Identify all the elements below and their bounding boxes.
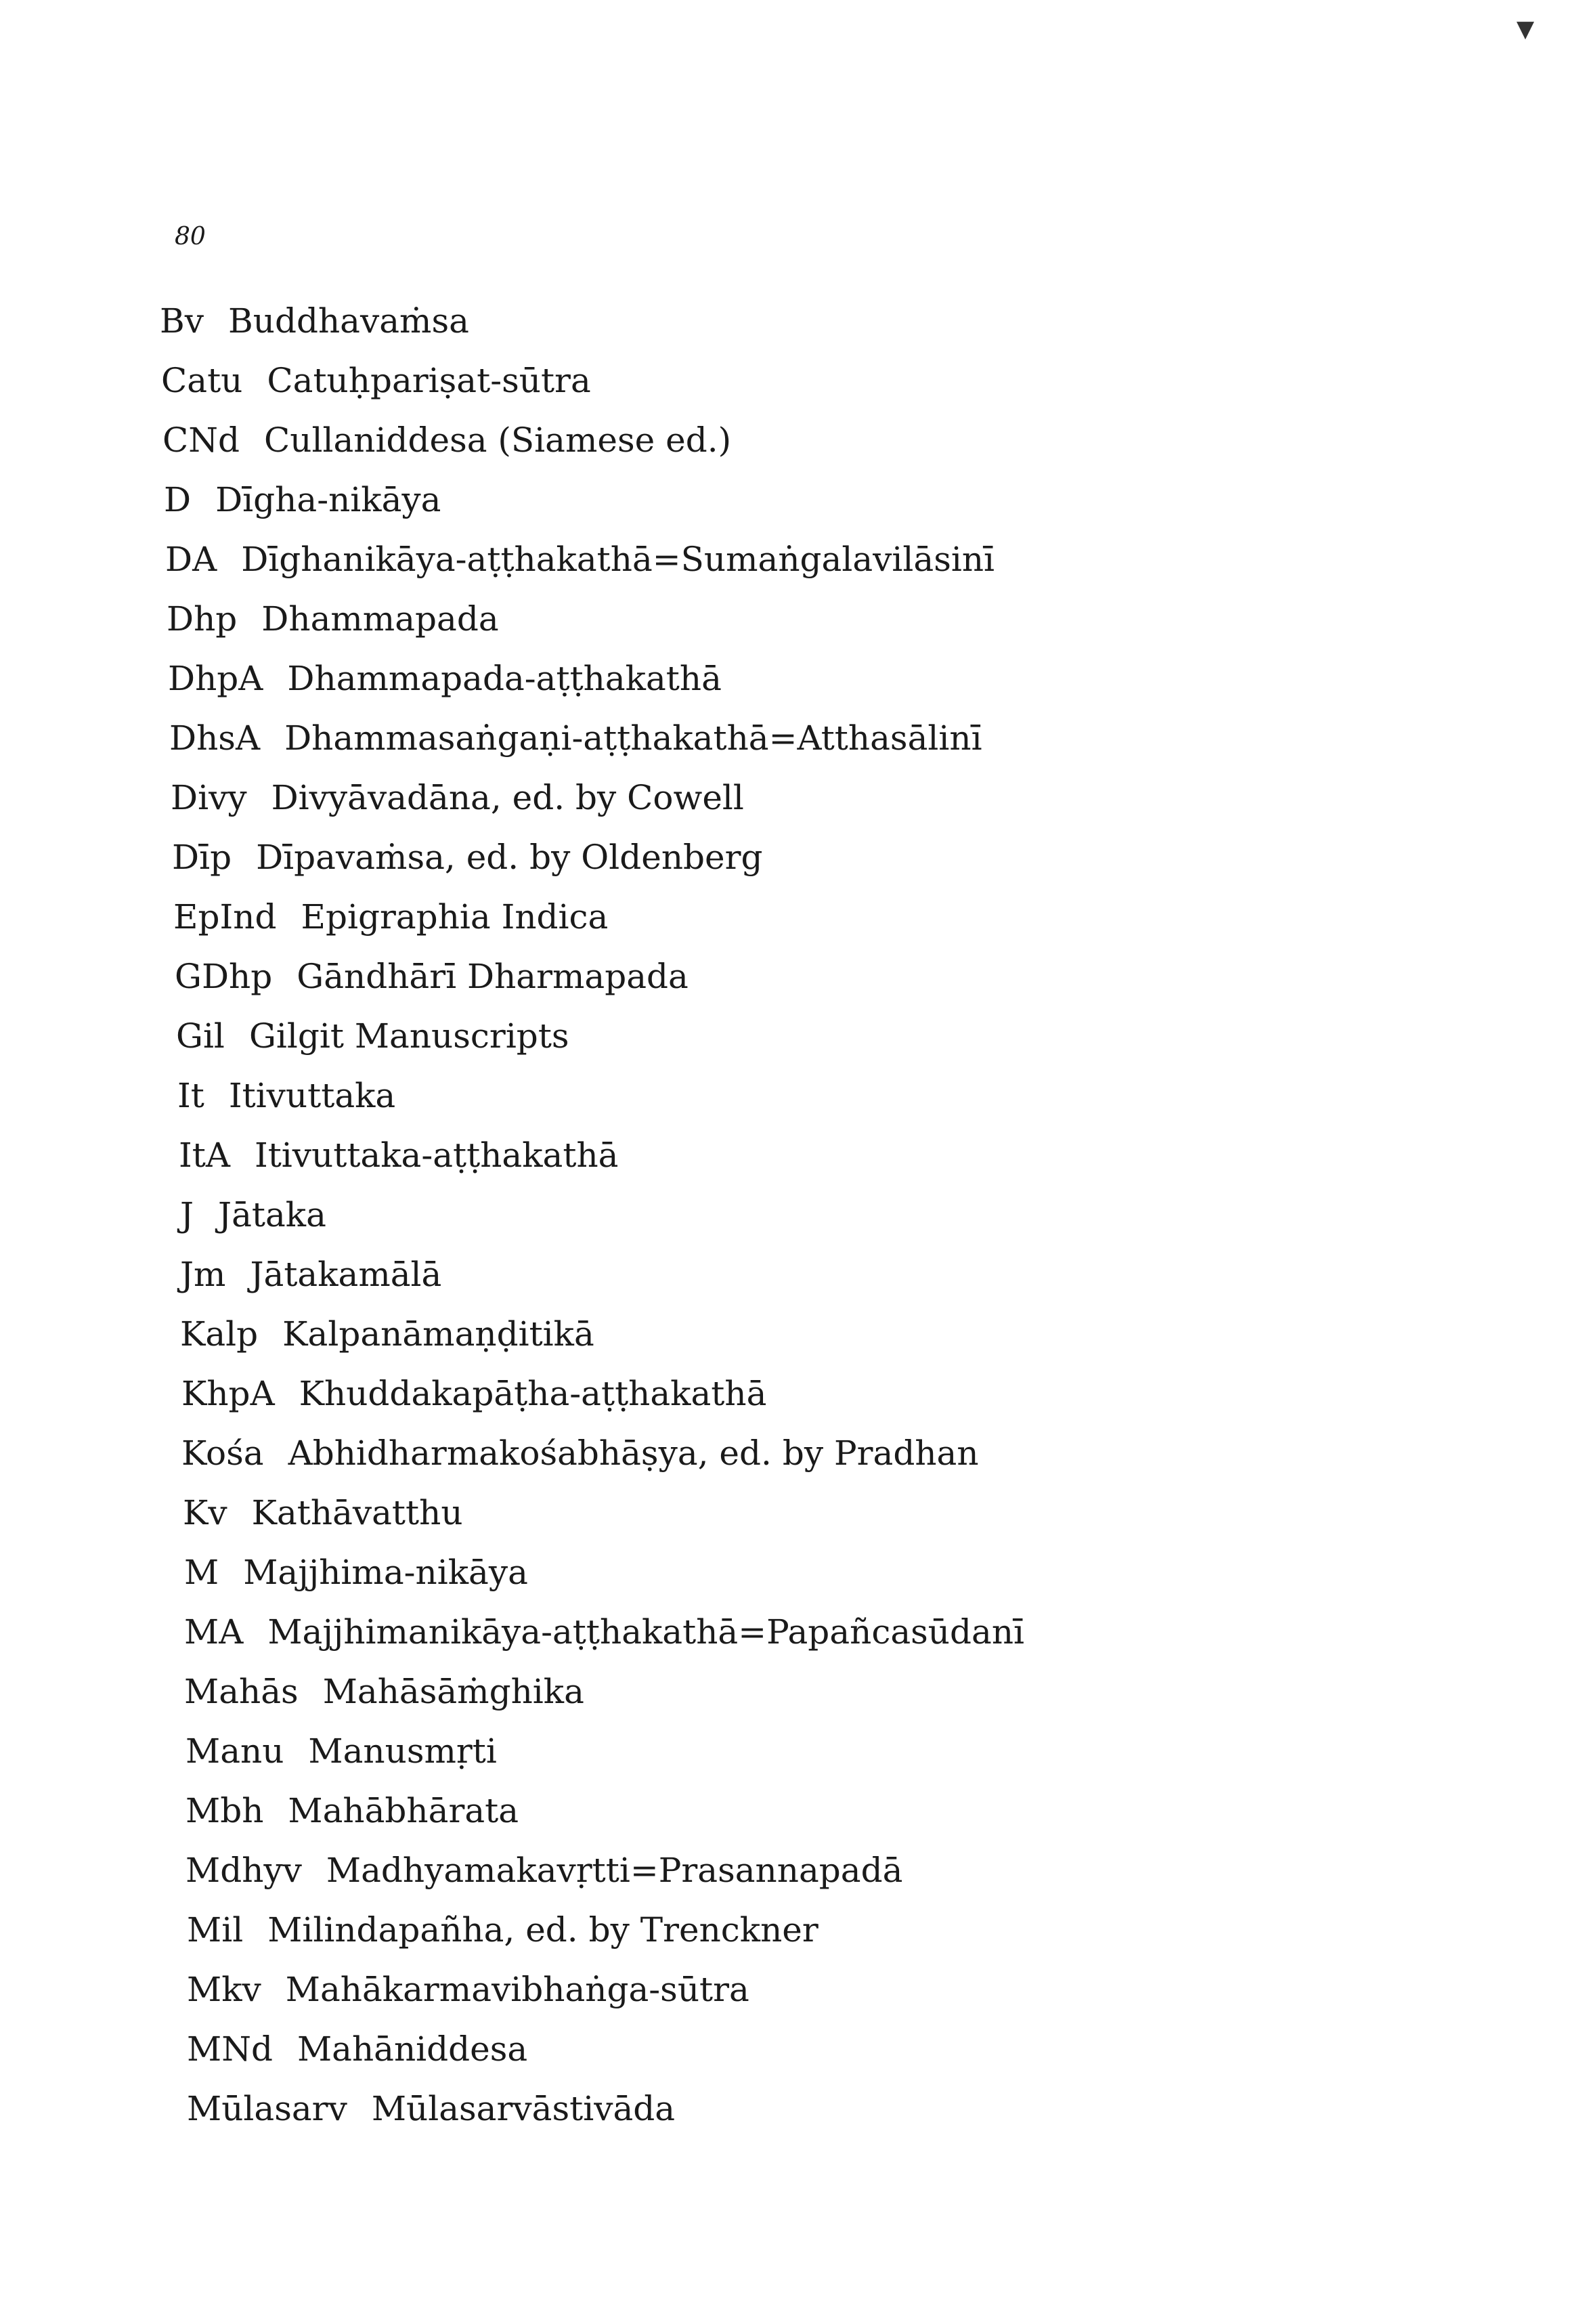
abbreviation-entry	[160, 530, 1446, 589]
abbreviation-expansion: Itivuttaka-aṭṭhakathā	[254, 1136, 619, 1175]
abbreviation-term: Dīp	[172, 838, 232, 877]
abbreviation-expansion: Cullaniddesa (Siamese ed.)	[264, 421, 732, 460]
abbreviation-entry	[160, 2079, 1446, 2138]
abbreviation-expansion: Mahāsāṁghika	[322, 1672, 584, 1711]
abbreviation-term: Kalp	[180, 1314, 259, 1354]
abbreviation-term: Divy	[171, 778, 247, 817]
abbreviation-expansion: Dhammapada-aṭṭhakathā	[287, 659, 722, 698]
abbreviation-term: DhpA	[168, 659, 263, 698]
abbreviation-entry	[160, 1960, 1446, 2019]
abbreviation-term: DhsA	[169, 718, 261, 758]
abbreviation-expansion: Dhammapada	[261, 599, 499, 639]
abbreviation-term: GDhp	[175, 957, 273, 996]
abbreviation-list	[160, 291, 1446, 2138]
abbreviation-term: KhpA	[181, 1374, 275, 1413]
corner-mark: ▼	[1516, 16, 1535, 43]
page-number: 80	[175, 223, 206, 251]
abbreviation-term: D	[164, 480, 192, 519]
abbreviation-expansion: Jātaka	[218, 1195, 326, 1234]
abbreviation-term: Mbh	[185, 1791, 264, 1830]
abbreviation-expansion: Gāndhārī Dharmapada	[297, 957, 689, 996]
abbreviation-entry	[160, 649, 1446, 708]
abbreviation-entry	[160, 351, 1446, 410]
abbreviation-entry	[160, 1423, 1446, 1483]
abbreviation-entry	[160, 2019, 1446, 2079]
abbreviation-entry	[160, 1245, 1446, 1304]
abbreviation-expansion: Khuddakapāṭha-aṭṭhakathā	[299, 1374, 767, 1413]
abbreviation-term: Kośa	[181, 1434, 264, 1473]
abbreviation-expansion: Milindapañha, ed. by Trenckner	[267, 1910, 818, 1950]
abbreviation-term: It	[177, 1076, 204, 1115]
abbreviation-expansion: Majjhimanikāya-aṭṭhakathā=Papañcasūdanī	[267, 1612, 1025, 1652]
abbreviation-entry	[160, 1066, 1446, 1125]
abbreviation-term: Mahās	[184, 1672, 299, 1711]
abbreviation-term: ItA	[179, 1136, 230, 1175]
abbreviation-expansion: Buddhavaṁsa	[228, 301, 469, 341]
abbreviation-expansion: Mahāniddesa	[297, 2029, 528, 2069]
abbreviation-term: EpInd	[173, 897, 277, 937]
abbreviation-expansion: Dhammasaṅgaṇi-aṭṭhakathā=Atthasālinī	[284, 718, 982, 758]
abbreviation-entry	[160, 1125, 1446, 1185]
abbreviation-expansion: Gilgit Manuscripts	[248, 1016, 569, 1056]
abbreviation-expansion: Itivuttaka	[228, 1076, 396, 1115]
abbreviation-expansion: Manusmṛti	[308, 1731, 497, 1771]
abbreviation-expansion: Kalpanāmaṇḍitikā	[282, 1314, 594, 1354]
abbreviation-entry	[160, 291, 1446, 351]
abbreviation-entry	[160, 410, 1446, 470]
abbreviation-term: Dhp	[167, 599, 238, 639]
abbreviation-term: Manu	[185, 1731, 284, 1771]
abbreviation-entry	[160, 1781, 1446, 1841]
abbreviation-entry	[160, 1006, 1446, 1066]
abbreviation-term: Catu	[161, 361, 243, 400]
abbreviation-term: MNd	[187, 2029, 273, 2069]
abbreviation-term: MA	[184, 1612, 244, 1652]
abbreviation-entry	[160, 1900, 1446, 1960]
abbreviation-entry	[160, 947, 1446, 1006]
abbreviation-entry	[160, 1841, 1446, 1900]
abbreviation-entry	[160, 589, 1446, 649]
abbreviation-term: Mdhyv	[185, 1851, 302, 1890]
abbreviation-term: M	[184, 1553, 219, 1592]
abbreviation-term: Mil	[187, 1910, 244, 1950]
abbreviation-term: Bv	[160, 301, 204, 341]
abbreviation-expansion: Mūlasarvāstivāda	[371, 2089, 676, 2128]
abbreviation-entry	[160, 1185, 1446, 1245]
abbreviation-term: Jm	[180, 1255, 226, 1294]
abbreviation-term: CNd	[162, 421, 240, 460]
abbreviation-entry	[160, 1364, 1446, 1423]
abbreviation-expansion: Abhidharmakośabhāṣya, ed. by Pradhan	[288, 1434, 979, 1473]
abbreviation-entry	[160, 1721, 1446, 1781]
abbreviation-expansion: Dīgha-nikāya	[215, 480, 441, 519]
abbreviation-expansion: Jātakamālā	[250, 1255, 442, 1294]
abbreviation-expansion: Epigraphia Indica	[301, 897, 609, 937]
abbreviation-term: Mūlasarv	[187, 2089, 347, 2128]
abbreviation-entry	[160, 708, 1446, 768]
abbreviation-term: Mkv	[187, 1970, 261, 2009]
abbreviation-expansion: Mahākarmavibhaṅga-sūtra	[285, 1970, 749, 2009]
abbreviation-expansion: Divyāvadāna, ed. by Cowell	[271, 778, 744, 817]
abbreviation-entry	[160, 768, 1446, 827]
abbreviation-entry	[160, 1543, 1446, 1602]
abbreviation-expansion: Madhyamakavṛtti=Prasannapadā	[326, 1851, 903, 1890]
abbreviation-expansion: Dīghanikāya-aṭṭhakathā=Sumaṅgalavilāsinī	[241, 540, 995, 579]
abbreviation-expansion: Kathāvatthu	[251, 1493, 463, 1532]
abbreviation-entry	[160, 1304, 1446, 1364]
abbreviation-expansion: Majjhima-nikāya	[243, 1553, 528, 1592]
abbreviation-entry	[160, 1483, 1446, 1543]
abbreviation-entry	[160, 470, 1446, 530]
abbreviation-entry	[160, 827, 1446, 887]
abbreviation-term: DA	[165, 540, 217, 579]
abbreviation-term: J	[180, 1195, 194, 1234]
abbreviation-entry	[160, 1602, 1446, 1662]
abbreviation-term: Kv	[183, 1493, 227, 1532]
abbreviation-expansion: Catuḥpariṣat-sūtra	[267, 361, 591, 400]
abbreviation-entry	[160, 887, 1446, 947]
abbreviation-entry	[160, 1662, 1446, 1721]
abbreviation-expansion: Mahābhārata	[288, 1791, 519, 1830]
abbreviation-term: Gil	[176, 1016, 225, 1056]
abbreviation-expansion: Dīpavaṁsa, ed. by Oldenberg	[256, 838, 763, 877]
